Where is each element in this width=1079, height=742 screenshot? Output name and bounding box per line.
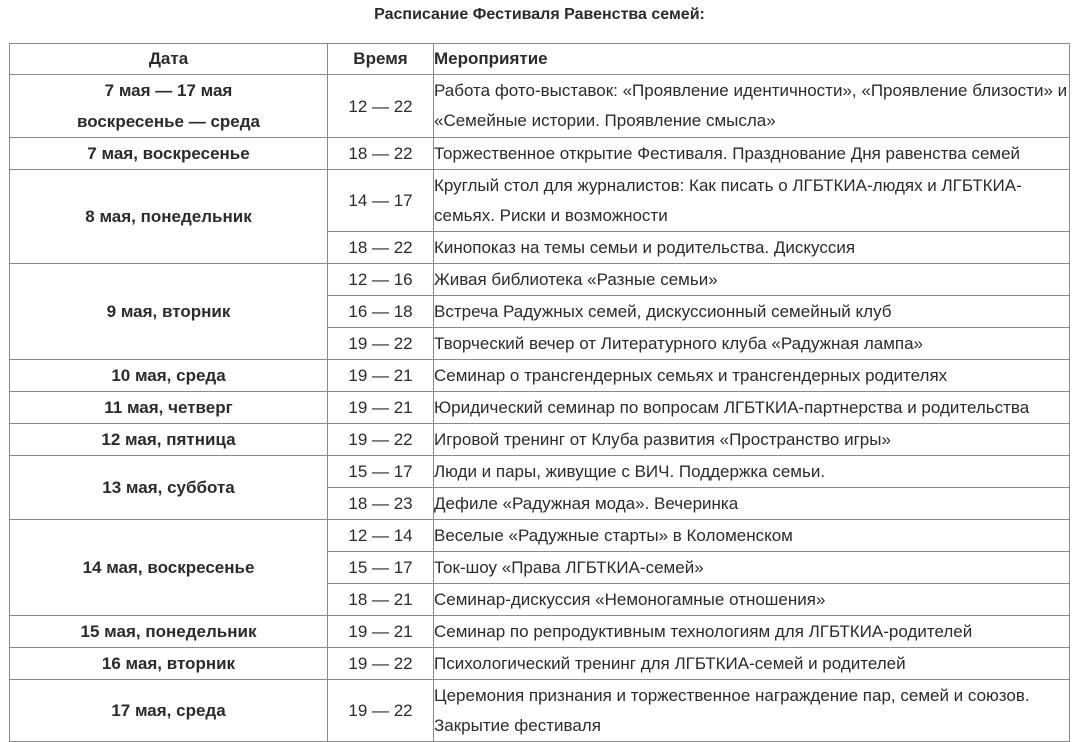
event-cell: Веселые «Радужные старты» в Коломенском bbox=[434, 520, 1070, 552]
date-cell bbox=[10, 264, 328, 360]
event-cell: Юридический семинар по вопросам ЛГБТКИА-партнерства и родительства bbox=[434, 392, 1070, 424]
table-row bbox=[10, 138, 1070, 170]
table-row bbox=[10, 264, 1070, 296]
event-cell: Церемония признания и торжественное награждение пар, семей и союзов. Закрытие фестиваля bbox=[434, 680, 1070, 742]
date-cell bbox=[10, 616, 328, 648]
date-line: 14 мая, воскресенье bbox=[82, 558, 255, 577]
table-row bbox=[10, 616, 1070, 648]
event-cell: Психологический тренинг для ЛГБТКИА-семей и родителей bbox=[434, 648, 1070, 680]
date-cell bbox=[10, 648, 328, 680]
date-cell bbox=[10, 520, 328, 616]
table-row bbox=[10, 392, 1070, 424]
date-line: 15 мая, понедельник bbox=[80, 622, 257, 641]
table-row bbox=[10, 360, 1070, 392]
table-row bbox=[10, 170, 1070, 232]
table-row bbox=[10, 424, 1070, 456]
date-cell bbox=[10, 392, 328, 424]
time-cell: 14 — 17 bbox=[328, 170, 434, 232]
date-line: 8 мая, понедельник bbox=[85, 207, 252, 226]
column-header-date: Дата bbox=[10, 44, 328, 75]
column-header-time: Время bbox=[328, 44, 434, 75]
time-cell: 15 — 17 bbox=[328, 456, 434, 488]
table-row bbox=[10, 75, 1070, 138]
date-line: 16 мая, вторник bbox=[101, 654, 236, 673]
date-line: воскресенье — среда bbox=[76, 112, 261, 131]
event-cell: Живая библиотека «Разные семьи» bbox=[434, 264, 1070, 296]
page-title: Расписание Фестиваля Равенства семей: bbox=[374, 6, 705, 23]
time-cell: 18 — 23 bbox=[328, 488, 434, 520]
header-row bbox=[10, 44, 1070, 75]
time-cell: 12 — 22 bbox=[328, 75, 434, 138]
time-cell: 12 — 14 bbox=[328, 520, 434, 552]
event-cell: Круглый стол для журналистов: Как писать о ЛГБТКИА-людях и ЛГБТКИА-семьях. Риски и возможности bbox=[434, 170, 1070, 232]
date-line: 12 мая, пятница bbox=[101, 430, 236, 449]
event-cell: Семинар о трансгендерных семьях и трансгендерных родителях bbox=[434, 360, 1070, 392]
event-cell: Люди и пары, живущие с ВИЧ. Поддержка семьи. bbox=[434, 456, 1070, 488]
event-cell: Дефиле «Радужная мода». Вечеринка bbox=[434, 488, 1070, 520]
event-cell: Встреча Радужных семей, дискуссионный семейный клуб bbox=[434, 296, 1070, 328]
date-cell bbox=[10, 456, 328, 520]
date-line: 7 мая, воскресенье bbox=[87, 144, 250, 163]
date-line: 10 мая, среда bbox=[111, 366, 226, 385]
event-cell: Кинопоказ на темы семьи и родительства. Дискуссия bbox=[434, 232, 1070, 264]
date-line: 11 мая, четверг bbox=[104, 398, 233, 417]
date-cell bbox=[10, 360, 328, 392]
event-cell: Семинар-дискуссия «Немоногамные отношения» bbox=[434, 584, 1070, 616]
event-cell: Творческий вечер от Литературного клуба «Радужная лампа» bbox=[434, 328, 1070, 360]
event-cell: Торжественное открытие Фестиваля. Празднование Дня равенства семей bbox=[434, 138, 1070, 170]
date-line: 13 мая, суббота bbox=[102, 478, 235, 497]
event-cell: Игровой тренинг от Клуба развития «Пространство игры» bbox=[434, 424, 1070, 456]
time-cell: 19 — 22 bbox=[328, 328, 434, 360]
schedule-body bbox=[10, 75, 1070, 742]
time-cell: 19 — 22 bbox=[328, 648, 434, 680]
date-cell bbox=[10, 170, 328, 264]
table-row bbox=[10, 648, 1070, 680]
date-line: 9 мая, вторник bbox=[106, 302, 231, 321]
table-row bbox=[10, 456, 1070, 488]
column-header-event: Мероприятие bbox=[434, 44, 1070, 75]
time-cell: 12 — 16 bbox=[328, 264, 434, 296]
date-cell bbox=[10, 138, 328, 170]
time-cell: 19 — 22 bbox=[328, 424, 434, 456]
time-cell: 19 — 21 bbox=[328, 616, 434, 648]
schedule-table bbox=[9, 43, 1070, 742]
time-cell: 15 — 17 bbox=[328, 552, 434, 584]
time-cell: 19 — 21 bbox=[328, 360, 434, 392]
table-row bbox=[10, 680, 1070, 742]
table-row bbox=[10, 520, 1070, 552]
date-cell bbox=[10, 680, 328, 742]
date-cell bbox=[10, 75, 328, 138]
time-cell: 19 — 22 bbox=[328, 680, 434, 742]
time-cell: 19 — 21 bbox=[328, 392, 434, 424]
time-cell: 18 — 21 bbox=[328, 584, 434, 616]
time-cell: 18 — 22 bbox=[328, 232, 434, 264]
time-cell: 18 — 22 bbox=[328, 138, 434, 170]
date-line: 7 мая — 17 мая bbox=[104, 81, 233, 100]
event-cell: Работа фото-выставок: «Проявление идентичности», «Проявление близости» и «Семейные истории. Проявление смысла» bbox=[434, 75, 1070, 138]
date-line: 17 мая, среда bbox=[111, 701, 226, 720]
event-cell: Ток-шоу «Права ЛГБТКИА-семей» bbox=[434, 552, 1070, 584]
time-cell: 16 — 18 bbox=[328, 296, 434, 328]
event-cell: Семинар по репродуктивным технологиям для ЛГБТКИА-родителей bbox=[434, 616, 1070, 648]
date-cell bbox=[10, 424, 328, 456]
